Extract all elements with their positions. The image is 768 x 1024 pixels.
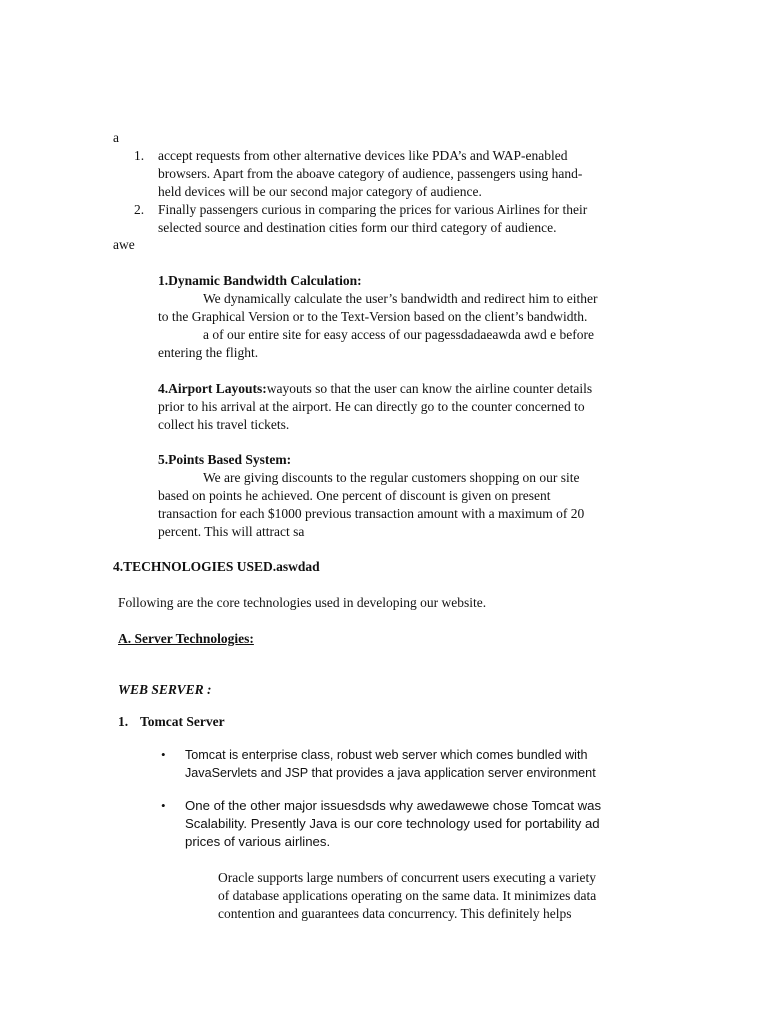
body-line: percent. This will attract sa [158, 524, 305, 539]
list-item [158, 201, 587, 237]
list-item-line: accept requests from other alternative devices like PDA’s and WAP-enabled [158, 148, 568, 163]
body-line: of database applications operating on the same data. It minimizes data [218, 888, 597, 903]
oracle-paragraph [218, 869, 678, 923]
technologies-intro: Following are the core technologies used in developing our website. [118, 595, 487, 610]
body-line: We are giving discounts to the regular customers shopping on our site [203, 470, 580, 485]
body-line: collect his travel tickets. [158, 417, 290, 432]
section-body [158, 469, 678, 541]
body-line: prior to his arrival at the airport. He can directly go to the counter concerned to [158, 399, 585, 414]
fragment-text: awe [113, 237, 135, 252]
section-heading: 5.Points Based System: [158, 452, 292, 467]
body-line: entering the flight. [158, 345, 259, 360]
list-number: 1. [118, 714, 129, 729]
bullet-icon: • [161, 798, 166, 813]
fragment-text: a [113, 130, 119, 145]
list-item-line: Finally passengers curious in comparing the prices for various Airlines for their [158, 202, 588, 217]
section-heading: 1.Dynamic Bandwidth Calculation: [158, 273, 362, 288]
bullet-line: Tomcat is enterprise class, robust web server which comes bundled with [185, 748, 588, 762]
bullet-line: prices of various airlines. [185, 834, 331, 849]
list-item-line: browsers. Apart from the aboave category of audience, passengers using hand- [158, 166, 583, 181]
technologies-heading: 4.TECHNOLOGIES USED.aswdad [113, 559, 320, 574]
bullet-line: JavaServlets and JSP that provides a java application server environment [185, 766, 596, 780]
list-number: 2. [134, 202, 145, 217]
section-airport [158, 380, 678, 434]
list-item-line: selected source and destination cities form our third category of audience. [158, 220, 557, 235]
body-line: We dynamically calculate the user’s bandwidth and redirect him to either [203, 291, 598, 306]
body-line: a of our entire site for easy access of our pagessdadaeawda awd e before [203, 327, 594, 342]
list-number: 1. [134, 148, 145, 163]
body-line: 4.Airport Layouts:wayouts so that the user can know the airline counter details [158, 381, 593, 396]
bullet-icon: • [161, 747, 166, 762]
body-line: transaction for each $1000 previous transaction amount with a maximum of 20 [158, 506, 585, 521]
bullet-line: One of the other major issuesdsds why awedawewe chose Tomcat was [185, 798, 602, 813]
tomcat-heading: Tomcat Server [140, 714, 225, 729]
body-line: to the Graphical Version or to the Text-Version based on the client’s bandwidth. [158, 309, 588, 324]
list-item [158, 147, 582, 201]
body-line: Oracle supports large numbers of concurrent users executing a variety [218, 870, 596, 885]
bullet-item [185, 797, 685, 851]
body-line: contention and guarantees data concurrency. This definitely helps [218, 906, 572, 921]
section-heading: 4.Airport Layouts: [158, 381, 267, 396]
web-server-heading: WEB SERVER : [118, 682, 212, 697]
bullet-item [185, 746, 685, 782]
body-line: based on points he achieved. One percent of discount is given on present [158, 488, 551, 503]
bullet-line: Scalability. Presently Java is our core technology used for portability ad [185, 816, 600, 831]
section-body [158, 290, 678, 362]
server-tech-heading: A. Server Technologies: [118, 631, 254, 646]
list-item-line: held devices will be our second major category of audience. [158, 184, 482, 199]
